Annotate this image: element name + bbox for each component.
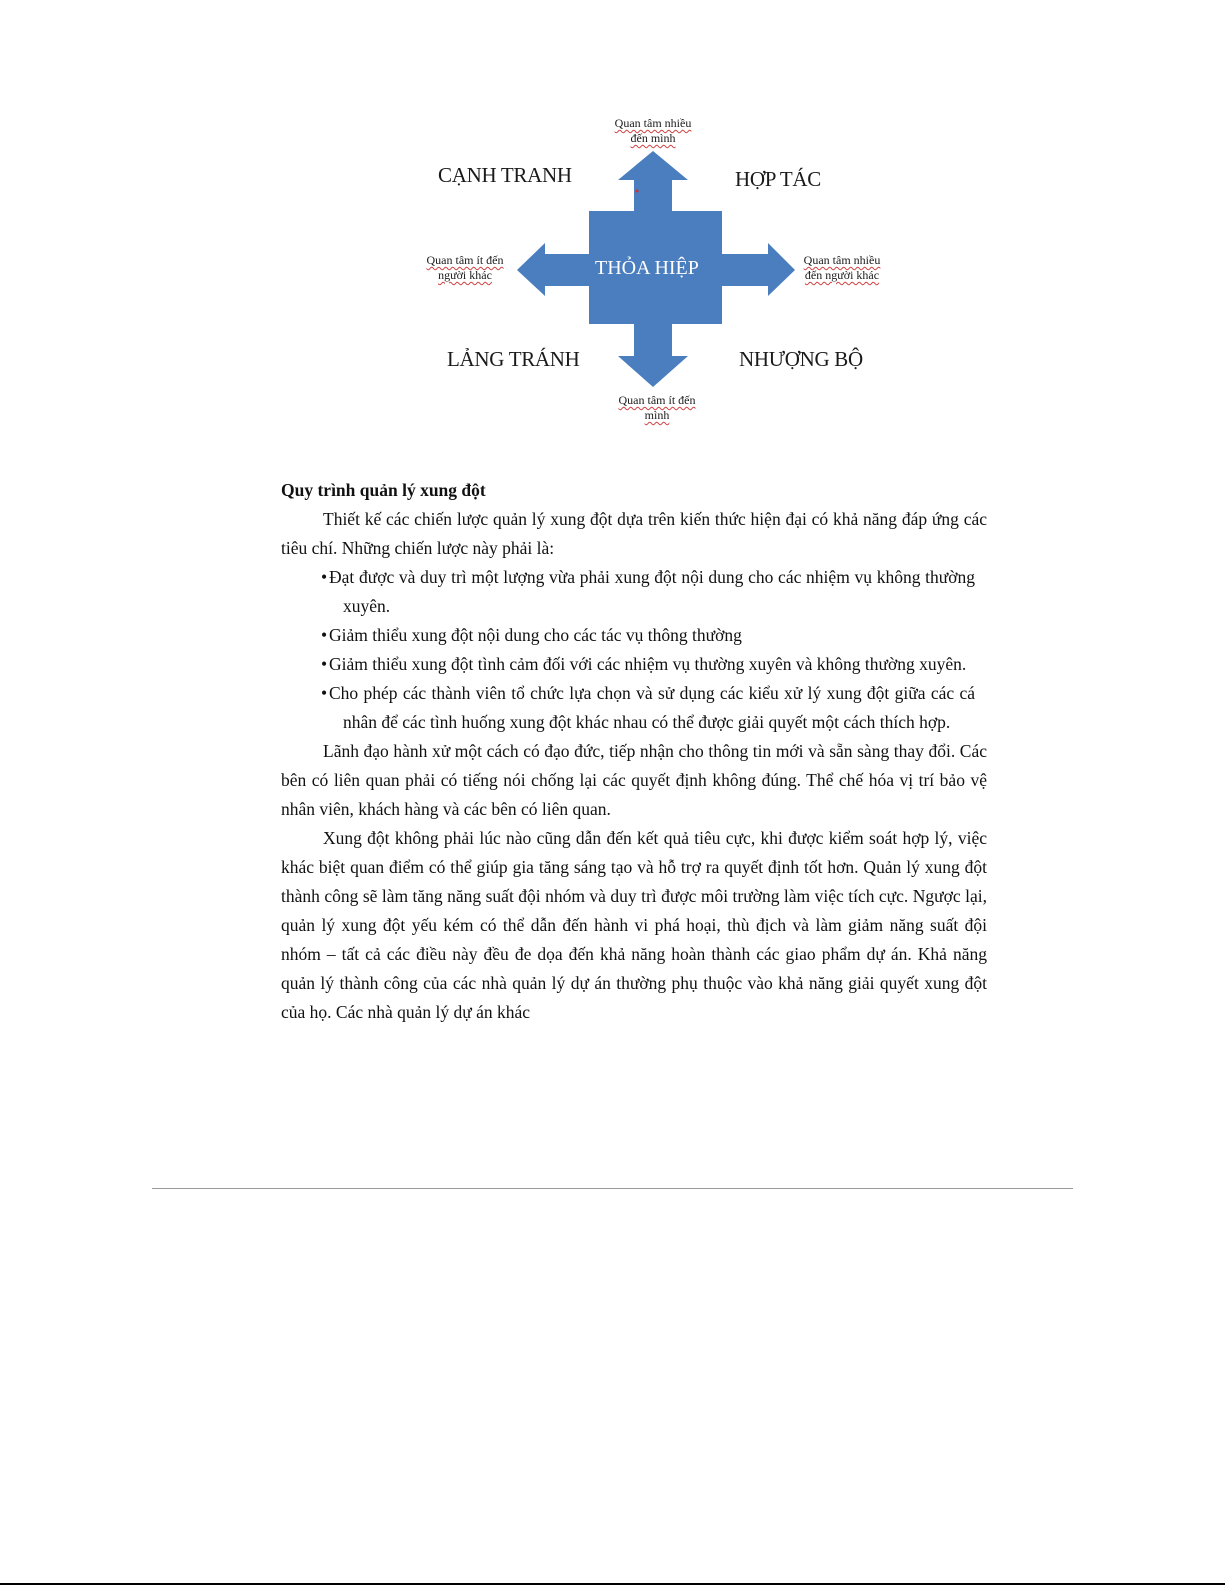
arrow-up bbox=[618, 151, 688, 212]
quadrant-bottom-left: LẢNG TRÁNH bbox=[447, 347, 580, 371]
axis-label-left: Quan tâm ít đến người khác bbox=[426, 253, 504, 282]
criteria-list bbox=[281, 563, 987, 737]
arrow-left bbox=[517, 243, 590, 296]
center-label: THỎA HIỆP bbox=[595, 257, 699, 279]
list-item: • Giảm thiểu xung đột nội dung cho các tác vụ thông thường bbox=[321, 621, 975, 650]
axis-label-up: Quan tâm nhiều đến mình bbox=[614, 116, 692, 145]
section-heading: Quy trình quản lý xung đột bbox=[281, 480, 486, 500]
axis-label-down: Quan tâm ít đến mình bbox=[618, 393, 696, 422]
quadrant-top-left: CẠNH TRANH bbox=[438, 163, 572, 187]
list-item: • Giảm thiểu xung đột tình cảm đối với các nhiệm vụ thường xuyên và không thường xuyên. bbox=[321, 650, 975, 679]
quadrant-bottom-right: NHƯỢNG BỘ bbox=[739, 347, 863, 371]
conflict-style-diagram bbox=[0, 0, 1225, 460]
bullet-icon: • bbox=[321, 567, 328, 587]
bullet-icon: • bbox=[321, 625, 328, 645]
list-item: • Đạt được và duy trì một lượng vừa phải xung đột nội dung cho các nhiệm vụ không thường xuyên. bbox=[321, 563, 975, 621]
axis-label-right: Quan tâm nhiều đến người khác bbox=[803, 253, 881, 282]
intro-paragraph: Thiết kế các chiến lược quản lý xung đột dựa trên kiến thức hiện đại có khả năng đáp ứng các tiêu chí. Những chiến lược này phải là: bbox=[281, 509, 987, 558]
bullet-icon: • bbox=[321, 683, 328, 703]
quadrant-top-right: HỢP TÁC bbox=[735, 167, 822, 191]
arrow-down bbox=[618, 322, 688, 387]
red-dot-mark bbox=[636, 190, 639, 193]
list-item: • Cho phép các thành viên tổ chức lựa chọn và sử dụng các kiểu xử lý xung đột giữa các cá nhân để các tình huống xung đột khác nhau có thể được giải quyết một cách thích hợp. bbox=[321, 679, 975, 737]
bullet-icon: • bbox=[321, 654, 328, 674]
arrow-right bbox=[720, 243, 795, 296]
page-divider bbox=[152, 1188, 1073, 1189]
conflict-outcome-paragraph: Xung đột không phải lúc nào cũng dẫn đến kết quả tiêu cực, khi được kiểm soát hợp lý, việc khác biệt quan điểm có thể giúp gia tăng sáng tạo và hỗ trợ ra quyết định tốt hơn. Quản lý xung đột thành công sẽ làm tăng năng suất đội nhóm và duy trì được môi trường làm việc tích cực. Ngược lại, quản lý xung đột yếu kém có thể dẫn đến hành vi phá hoại, thù địch và làm giảm năng suất đội nhóm – tất cả các điều này đều đe dọa đến khả năng hoàn thành các giao phẩm dự án. Khả năng quản lý thành công của các nhà quản lý dự án thường phụ thuộc vào khả năng giải quyết xung đột của họ. Các nhà quản lý dự án khác bbox=[281, 828, 987, 1022]
document-body bbox=[281, 476, 987, 1027]
leadership-paragraph: Lãnh đạo hành xử một cách có đạo đức, tiếp nhận cho thông tin mới và sẵn sàng thay đổi. Các bên có liên quan phải có tiếng nói chống lại các quyết định không đúng. Thể chế hóa vị trí bảo vệ nhân viên, khách hàng và các bên có liên quan. bbox=[281, 741, 987, 819]
diagram-shape bbox=[0, 0, 1225, 460]
